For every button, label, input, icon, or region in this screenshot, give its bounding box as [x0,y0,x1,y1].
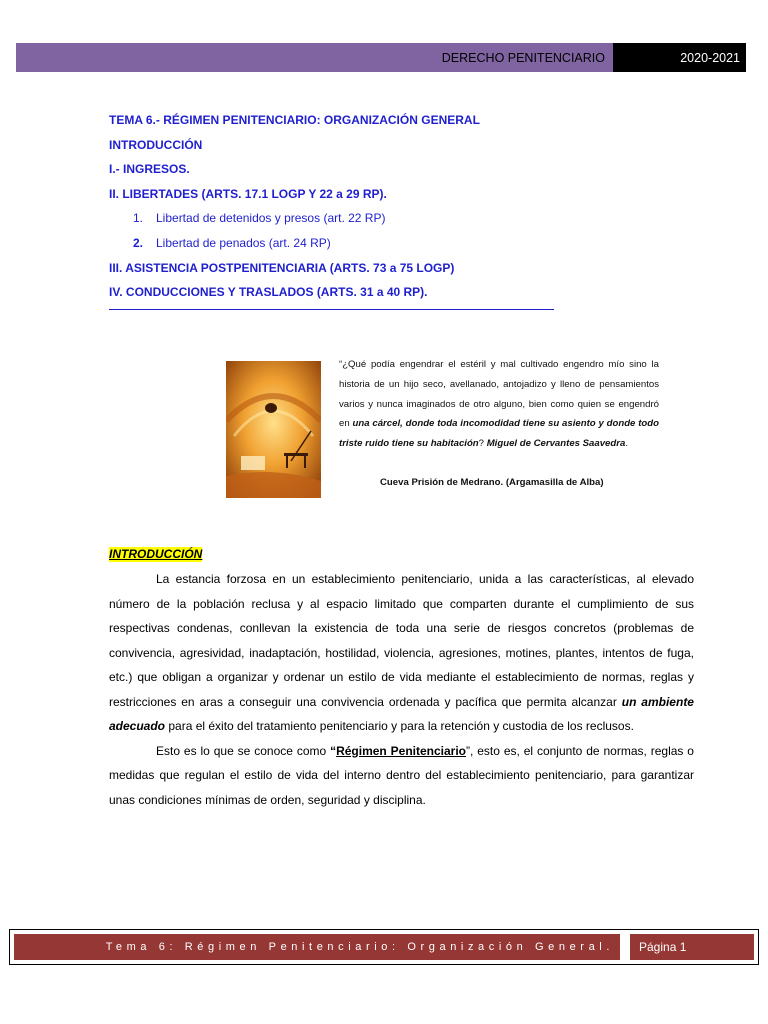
table-of-contents [109,110,709,307]
toc-item-ii: II. LIBERTADES (ARTS. 17.1 LOGP Y 22 a 29 RP). [109,186,387,201]
paragraph-1-tail: para el éxito del tratamiento penitenciario y para la retención y custodia de los reclusos. [165,719,634,733]
paragraph-2-term: Régimen Penitenciario [336,743,466,758]
toc-title: TEMA 6.- RÉGIMEN PENITENCIARIO: ORGANIZACIÓN GENERAL [109,113,480,127]
cave-prison-photo [226,361,321,498]
paragraph-2 [109,739,694,813]
paragraph-1-emphasis: un ambiente adecuado [109,694,694,733]
toc-divider [109,309,554,310]
quote-text: “¿Qué podía engendrar el estéril y mal cultivado engendro mío sino la historia de un hijo seco, avellanado, antojadizo y lleno de pensamientos varios y nunca imaginados de otro alguno, bien como quien se engendró en [339,359,659,430]
section-body [109,567,694,812]
footer-title: Tema 6: Régimen Penitenciario: Organización General. [14,934,620,960]
quote-end: . [625,438,628,450]
page-header [16,43,746,72]
toc-item-iv: IV. CONDUCCIONES Y TRASLADOS (ARTS. 31 a 40 RP). [109,285,428,300]
footer-page-number: Página 1 [630,934,754,960]
header-year: 2020-2021 [613,43,746,72]
paragraph-1-text: La estancia forzosa en un establecimiento penitenciario, unida a las características, al elevado número de la población reclusa y al espacio limitado que comparten durante el cumplimiento de sus respectivas condenas, conllevan la existencia de toda una serie de riesgos concretos (problemas de convivencia, agresividad, inadaptación, hostilidad, violencia, agresiones, motines, plantes, intentos de fuga, etc.) que obligan a organizar y ordenar un estilo de vida mediante el establecimiento de normas, reglas y restricciones en aras a conseguir una convivencia ordenada y pacífica que permita alcanzar [109,572,694,709]
quote-middle: ? [478,438,487,450]
toc-subitem-1 [109,208,709,233]
toc-subitem-2-label: Libertad de penados (art. 24 RP) [156,235,331,250]
toc-subitem-1-label: Libertad de detenidos y presos (art. 22 RP) [156,211,386,226]
cervantes-quote [339,355,659,454]
page-footer [9,929,759,965]
section-heading: INTRODUCCIÓN [109,547,203,561]
header-subject: DERECHO PENITENCIARIO [16,43,613,72]
toc-item-iii: III. ASISTENCIA POSTPENITENCIARIA (ARTS. 73 a 75 LOGP) [109,260,455,275]
quote-author: Miguel de Cervantes Saavedra [486,438,626,450]
toc-intro: INTRODUCCIÓN [109,137,203,152]
toc-subitem-2 [109,233,709,258]
photo-caption: Cueva Prisión de Medrano. (Argamasilla de Alba) [380,477,604,488]
paragraph-2-tail: ”, esto es, el conjunto de normas, reglas o medidas que regulan el estilo de vida del interno dentro del establecimiento penitenciario, para garantizar unas condiciones mínimas de orden, seguridad y disciplina. [109,743,694,807]
quote-emphasis: una cárcel, donde toda incomodidad tiene su asiento y donde todo triste ruido tiene su habitación [339,418,659,450]
paragraph-2-text: Esto es lo que se conoce como [156,743,331,758]
paragraph-2-open-quote: “ [330,743,337,758]
toc-item-i: I.- INGRESOS. [109,162,190,177]
toc-subitem-2-number: 2. [133,235,144,250]
toc-subitem-1-number: 1. [133,211,144,226]
paragraph-1 [109,567,694,739]
